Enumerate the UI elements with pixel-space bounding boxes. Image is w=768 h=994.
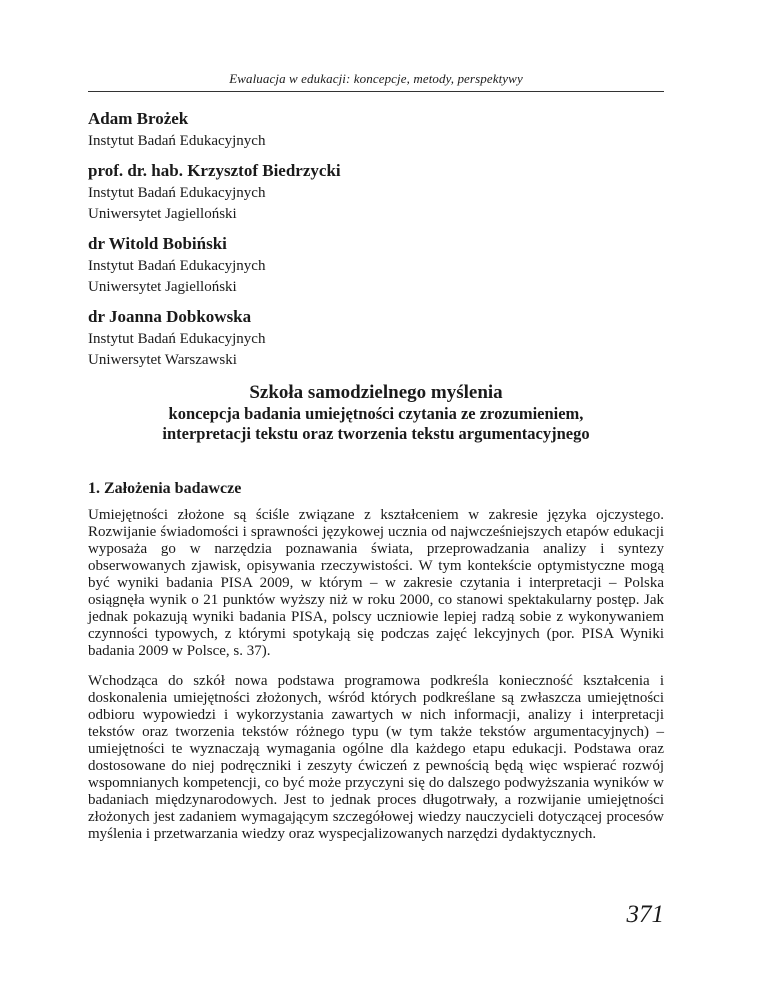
author-block — [88, 305, 664, 371]
paper-subtitle-line: koncepcja badania umiejętności czytania ze zrozumieniem, — [168, 404, 584, 423]
title-block — [88, 382, 664, 444]
author-name: Adam Brożek — [88, 109, 189, 128]
body-paragraph: Umiejętności złożone są ściśle związane z kształceniem w zakresie języka ojczystego. Rozwijanie świadomości i sprawności językowej ucznia od najwcześniejszych etapów edukacji wyposaża go w narzędzia poznawania świata, przeprowadzania analizy i syntezy obserwowanych zjawisk, opisywania rzeczywistości. W tym kontekście optymistyczne mogą być wyniki badania PISA 2009, w którym – w zakresie czytania i interpretacji – Polska osiągnęła wynik o 21 punktów wyższy niż w roku 2000, co stanowi spektakularny postęp. Jak jednak pokazują wyniki badania PISA, polscy uczniowie lepiej radzą sobie z wykonywaniem czynności typowych, z którymi spotykają się podczas zajęć lekcyjnych (por. PISA Wyniki badania 2009 w Polsce, s. 37). — [88, 507, 664, 659]
author-name: dr Joanna Dobkowska — [88, 307, 252, 326]
running-header: Ewaluacja w edukacji: koncepcje, metody, perspektywy — [229, 71, 523, 86]
author-affiliation: Uniwersytet Jagielloński — [88, 206, 237, 222]
author-block — [88, 159, 664, 225]
author-name: dr Witold Bobiński — [88, 234, 227, 253]
author-affiliation: Instytut Badań Edukacyjnych — [88, 331, 266, 347]
author-affiliation: Instytut Badań Edukacyjnych — [88, 185, 266, 201]
paper-subtitle-line: interpretacji tekstu oraz tworzenia tekstu argumentacyjnego — [162, 424, 590, 443]
header-rule — [88, 91, 664, 92]
author-name: prof. dr. hab. Krzysztof Biedrzycki — [88, 161, 341, 180]
section-1 — [88, 478, 664, 856]
author-affiliation: Uniwersytet Jagielloński — [88, 279, 237, 295]
author-block — [88, 107, 664, 152]
paper-title: Szkoła samodzielnego myślenia — [249, 382, 503, 403]
body-paragraph: Wchodząca do szkół nowa podstawa programowa podkreśla konieczność kształcenia i doskonalenia umiejętności złożonych, wśród których podkreślane są zwłaszcza umiejętności odbioru wypowiedzi i wykorzystania zawartych w nich informacji, analizy i interpretacji tekstów oraz tworzenia tekstów różnego typu (w tym także tekstów argumentacyjnych) – umiejętności te wyznaczają wymagania ogólne dla każdego etapu edukacji. Podstawa oraz dostosowane do niej podręczniki i zeszyty ćwiczeń z pewnością będą więc wspierać rozwój wspomnianych kompetencji, co być może przyczyni się do dalszego podwyższania wyników w badaniach międzynarodowych. Jest to jednak proces długotrwały, a rozwijanie umiejętności złożonych jest zadaniem wymagającym szczegółowej wiedzy nauczycieli dotyczącej procesów myślenia i przetwarzania wiedzy oraz wyspecjalizowanych narzędzi dydaktycznych. — [88, 673, 664, 842]
page-number: 371 — [626, 901, 664, 928]
author-block — [88, 232, 664, 298]
section-heading: 1. Założenia badawcze — [88, 480, 242, 497]
author-affiliation: Instytut Badań Edukacyjnych — [88, 133, 266, 149]
document-page — [88, 0, 664, 994]
author-affiliation: Uniwersytet Warszawski — [88, 352, 237, 368]
author-affiliation: Instytut Badań Edukacyjnych — [88, 258, 266, 274]
author-list — [88, 107, 664, 378]
